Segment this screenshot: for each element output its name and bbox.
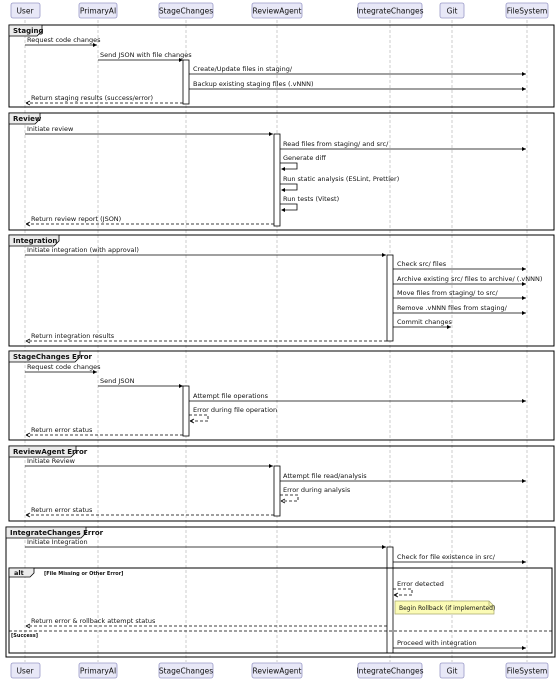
message-label: Initiate review [27,125,74,133]
activation-bar [387,255,393,341]
message-label: Error detected [397,580,444,588]
message-label: Read files from staging/ and src/ [283,140,389,148]
arrowhead [382,253,386,257]
activation-bar [183,60,189,104]
message-label: Return review report (JSON) [31,215,122,223]
note-text: Begin Rollback (if implemented) [399,605,496,612]
message-label: Proceed with integration [397,639,477,647]
message-label: Error during file operation [193,406,278,414]
group-integration [9,235,554,346]
participant-label-user: User [16,6,34,16]
message-label: Return integration results [31,332,115,340]
participant-label-primaryai-bottom: PrimaryAI [79,666,117,676]
activation-bar [183,386,189,436]
message-label: Backup existing staging files (.vNNN) [193,80,314,88]
alt-keyword: alt [14,569,24,577]
arrowhead [522,646,526,650]
arrowhead [522,560,526,564]
group-label: Staging [13,27,44,35]
self-message-arrow [280,204,297,210]
alt-fragment [9,568,552,653]
message-label: Commit changes [397,318,452,326]
message-label: Check for file existence in src/ [397,553,495,561]
message-label: Return staging results (success/error) [31,94,154,102]
participant-label-integratechanges: IntegrateChanges [356,6,424,16]
participant-label-stagechanges-bottom: StageChanges [158,666,214,676]
arrowhead [179,384,183,388]
participant-label-git: Git [446,6,458,16]
message-label: Initiate Review [27,457,75,465]
message-label: Attempt file operations [193,392,269,400]
arrowhead [281,167,285,171]
alt-condition: [File Missing or Other Error] [44,571,124,577]
participant-label-filesystem-bottom: FileSystem [506,666,548,676]
participants-bottom [11,663,548,678]
participant-label-primaryai: PrimaryAI [79,6,117,16]
participants-top [11,3,548,18]
arrowhead [269,464,273,468]
alt-else-condition: [Success] [11,633,39,639]
group-label: IntegrateChanges Error [10,529,104,537]
message-label: Attempt file read/analysis [283,472,367,480]
group-review [9,113,554,230]
message-label: Error during analysis [283,486,351,494]
participant-label-filesystem: FileSystem [506,6,548,16]
arrowhead [522,72,526,76]
message-label: Initiate Integration [27,538,88,546]
message-label: Generate diff [283,154,326,162]
arrowhead [522,479,526,483]
arrowhead [522,399,526,403]
message-label: Archive existing src/ files to archive/ (.vNNN) [397,275,543,283]
participant-label-integratechanges-bottom: IntegrateChanges [356,666,424,676]
group-label: Review [13,115,42,123]
arrowhead [522,311,526,315]
self-message-arrow [280,184,297,190]
arrowhead [269,132,273,136]
message-label: Run static analysis (ESLint, Prettier) [283,175,400,183]
group-frame [6,527,555,657]
participant-label-stagechanges: StageChanges [158,6,214,16]
participant-label-git-bottom: Git [446,666,458,676]
arrowhead [281,208,285,212]
arrowhead [522,296,526,300]
activation-bar [274,134,280,226]
group-label: StageChanges Error [13,353,93,361]
arrowhead [522,267,526,271]
message-label: Check src/ files [397,260,447,268]
group-reviewagent-error [9,446,554,521]
participant-label-reviewagent-bottom: ReviewAgent [252,666,302,676]
message-label: Send JSON with file changes [100,51,192,59]
participant-label-reviewagent: ReviewAgent [252,6,302,16]
message-label: Remove .vNNN files from staging/ [397,304,507,312]
activation-bar [387,547,393,653]
message-label: Create/Update files in staging/ [193,65,293,73]
group-label: ReviewAgent Error [13,448,88,456]
participant-label-user-bottom: User [16,666,34,676]
message-label: Return error status [31,426,93,434]
message-label: Run tests (Vitest) [283,195,340,203]
arrowhead [522,87,526,91]
group-label: Integration [13,237,58,245]
self-message-arrow [280,163,297,169]
activation-bar [274,466,280,516]
message-label: Return error status [31,506,93,514]
arrowhead [281,188,285,192]
group-integratechanges-error [6,527,555,657]
group-staging [9,25,554,107]
arrowhead [382,545,386,549]
group-stagechanges-error [9,351,554,440]
message-label: Send JSON [100,377,135,385]
group-frame [9,113,554,230]
message-label: Move files from staging/ to src/ [397,289,498,297]
arrowhead [522,147,526,151]
message-label: Request code changes [27,363,101,371]
message-label: Initiate integration (with approval) [27,246,139,254]
message-label: Request code changes [27,36,101,44]
message-label: Return error & rollback attempt status [31,617,156,625]
